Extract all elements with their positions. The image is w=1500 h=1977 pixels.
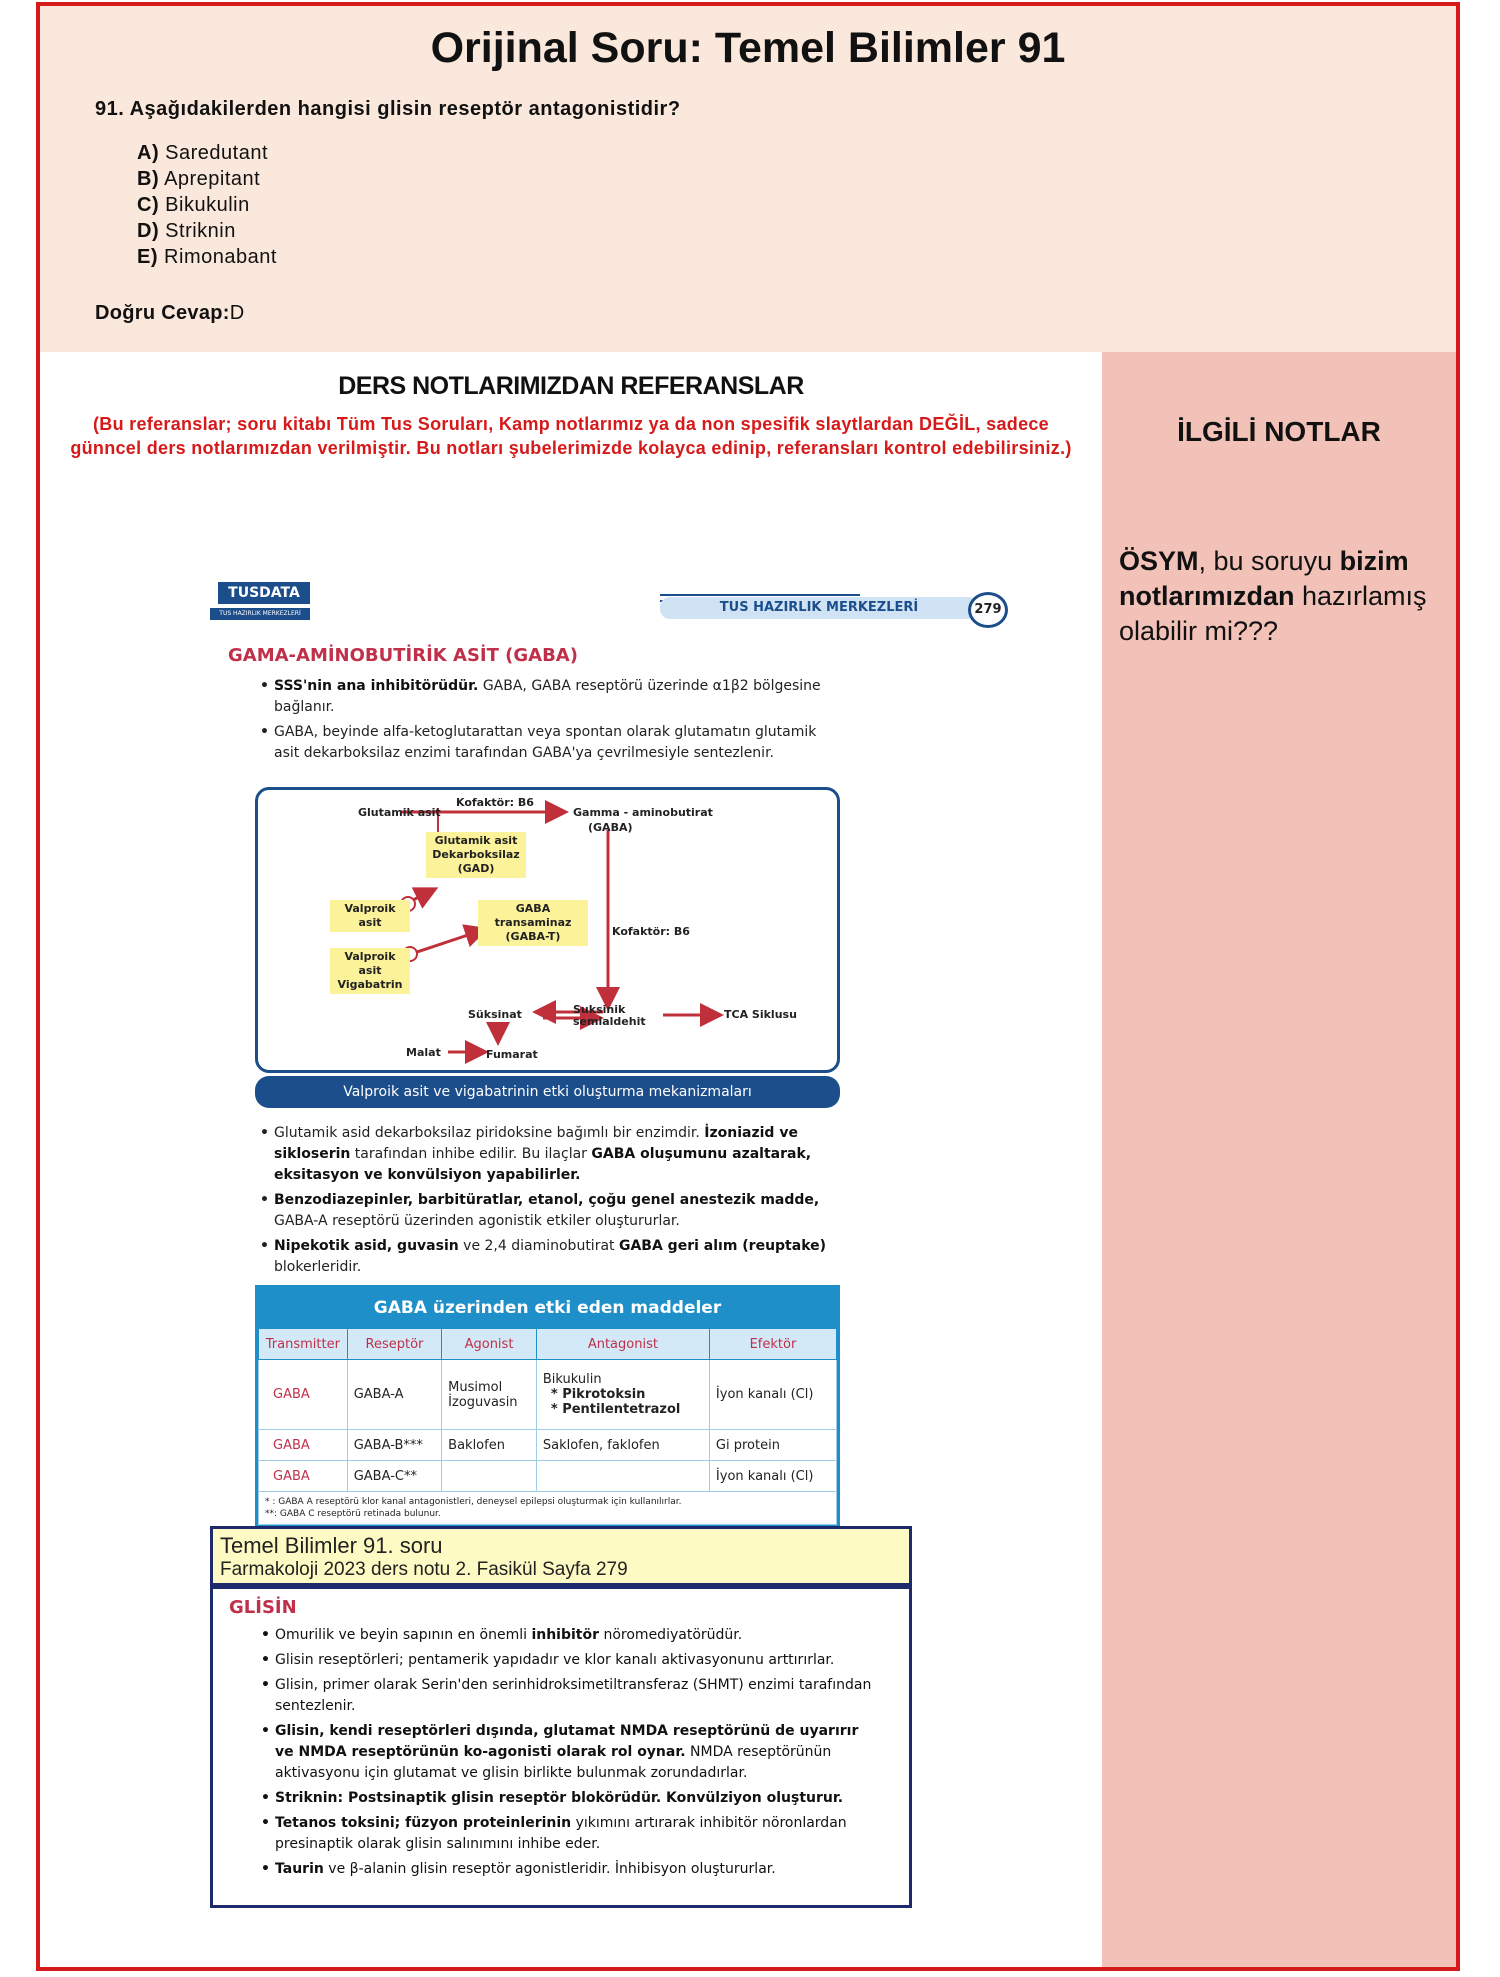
diagram-glutamik-asit: Glutamik asit	[358, 806, 441, 819]
list-item: • Glisin reseptörleri; pentamerik yapıdadır ve klor kanalı aktivasyonunu arttırırlar.	[261, 1650, 881, 1671]
question-text: 91. Aşağıdakilerden hangisi glisin reseptör antagonistidir?	[95, 98, 681, 120]
list-item: • SSS'nin ana inhibitörüdür. GABA, GABA reseptörü üzerinde α1β2 bölgesine bağlanır.	[260, 676, 840, 718]
related-notes-text: ÖSYM, bu soruyu bizim notlarımızdan hazırlamış olabilir mi???	[1119, 546, 1427, 646]
page-number: 279	[968, 592, 1008, 628]
diagram-fumarat: Fumarat	[486, 1048, 538, 1061]
list-item: • Striknin: Postsinaptik glisin reseptör blokörüdür. Konvülziyon oluşturur.	[261, 1788, 881, 1809]
list-item: • Glutamik asid dekarboksilaz piridoksine bağımlı bir enzimdir. İzoniazid ve sikloserin tarafından inhibe edilir. Bu ilaçlar GABA oluşumunu azaltarak, eksitasyon ve konvülsiyon yapabilirler.	[260, 1123, 840, 1186]
page-title: Orijinal Soru: Temel Bilimler 91	[430, 24, 1066, 72]
option-e: E) Rimonabant	[137, 246, 277, 268]
table-header: Antagonist	[536, 1329, 709, 1360]
references-note: (Bu referanslar; soru kitabı Tüm Tus Soruları, Kamp notlarımız ya da non spesifik slaytlardan DEĞİL, sadece günncel ders notlarımızdan verilmiştir. Bu notları şubelerimizde kolayca edinip, referansları kontrol edebilirsiniz.)	[70, 414, 1072, 458]
list-item: • Tetanos toksini; füzyon proteinlerinin yıkımını artırarak inhibitör nöronlardan presinaptik olarak glisin salınımını inhibe eder.	[261, 1813, 881, 1855]
list-item: • Glisin, primer olarak Serin'den serinhidroksimetiltransferaz (SHMT) enzimi tarafından sentezlenir.	[261, 1675, 881, 1717]
table-row: GABA GABA-B*** Baklofen Saklofen, faklofen Gi protein	[259, 1430, 837, 1461]
diagram-gaba-t-box: GABA transaminaz (GABA-T)	[478, 900, 588, 946]
table-header: Agonist	[442, 1329, 537, 1360]
option-d: D) Striknin	[137, 220, 236, 242]
diagram-suksinat: Süksinat	[468, 1008, 522, 1021]
option-a: A) Saredutant	[137, 142, 269, 164]
diagram-tca: TCA Siklusu	[724, 1008, 797, 1021]
book-header-band: TUS HAZIRLIK MERKEZLERİ	[660, 597, 978, 619]
correct-answer: Doğru Cevap:D	[95, 302, 245, 324]
diagram-valproik-box: Valproik asit	[330, 900, 410, 932]
list-item: • GABA, beyinde alfa-ketoglutarattan veya spontan olarak glutamatın glutamik asit dekarboksilaz enzimi tarafından GABA'ya çevrilmesiyle sentezlenir.	[260, 722, 840, 764]
source-label-title: Temel Bilimler 91. soru	[220, 1533, 443, 1558]
diagram-kofaktor-2: Kofaktör: B6	[612, 925, 690, 938]
table-row: GABA GABA-C** İyon kanalı (Cl)	[259, 1461, 837, 1492]
list-item: • Nipekotik asid, guvasin ve 2,4 diaminobutirat GABA geri alım (reuptake) blokerleridir.	[260, 1236, 840, 1278]
page-border	[36, 2, 1460, 1971]
list-item: • Glisin, kendi reseptörleri dışında, glutamat NMDA reseptörünü de uyarırır ve NMDA reseptörünün ko-agonisti olarak rol oynar. NMDA reseptörünün aktivasyonu için glutamat ve glisin birlikte bulunmak zorundadırlar.	[261, 1721, 881, 1784]
table-header: Transmitter	[259, 1329, 348, 1360]
diagram-gaba-paren: (GABA)	[588, 821, 633, 834]
list-item: • Taurin ve β-alanin glisin reseptör agonistleridir. İnhibisyon oluştururlar.	[261, 1859, 881, 1880]
table-footnote-row: * : GABA A reseptörü klor kanal antagonistleri, deneysel epilepsi oluşturmak için kullanılırlar. **: GABA C reseptörü retinada bulunur.	[259, 1492, 837, 1525]
references-title: DERS NOTLARIMIZDAN REFERANSLAR	[338, 372, 804, 400]
diagram-valproik-vigabatrin-box: Valproik asit Vigabatrin	[330, 948, 410, 994]
diagram-kofaktor-1: Kofaktör: B6	[456, 796, 534, 809]
diagram-gad-box: Glutamik asit Dekarboksilaz (GAD)	[426, 832, 526, 878]
table-row: GABA GABA-A Musimol İzoguvasin Bikukulin * Pikrotoksin * Pentilentetrazol İyon kanalı (Cl)	[259, 1360, 837, 1430]
diagram-gamma: Gamma - aminobutirat	[573, 806, 713, 819]
related-notes-title: İLGİLİ NOTLAR	[1177, 416, 1381, 447]
antagonist-cell: Bikukulin * Pikrotoksin * Pentilentetrazol	[536, 1360, 709, 1430]
diagram-suksinik: Suksinik semialdehit	[573, 1003, 646, 1028]
option-c: C) Bikukulin	[137, 194, 250, 216]
table-header: Efektör	[709, 1329, 836, 1360]
list-item: • Benzodiazepinler, barbitüratlar, etanol, çoğu genel anestezik madde, GABA-A reseptörü üzerinden agonistik etkiler oluştururlar.	[260, 1190, 840, 1232]
table-title: GABA üzerinden etki eden maddeler	[258, 1288, 837, 1328]
glisin-heading: GLİSİN	[229, 1597, 297, 1618]
table-header: Reseptör	[347, 1329, 441, 1360]
tusdata-logo: TUSDATA TUS HAZIRLIK MERKEZLERİ	[210, 582, 305, 622]
list-item: • Omurilik ve beyin sapının en önemli inhibitör nöromediyatörüdür.	[261, 1625, 881, 1646]
diagram-malat: Malat	[406, 1046, 441, 1059]
gaba-heading: GAMA-AMİNOBUTİRİK ASİT (GABA)	[228, 645, 578, 666]
diagram-caption: Valproik asit ve vigabatrinin etki oluşturma mekanizmaları	[255, 1076, 840, 1108]
source-label-detail: Farmakoloji 2023 ders notu 2. Fasikül Sayfa 279	[220, 1559, 628, 1580]
option-b: B) Aprepitant	[137, 168, 261, 190]
